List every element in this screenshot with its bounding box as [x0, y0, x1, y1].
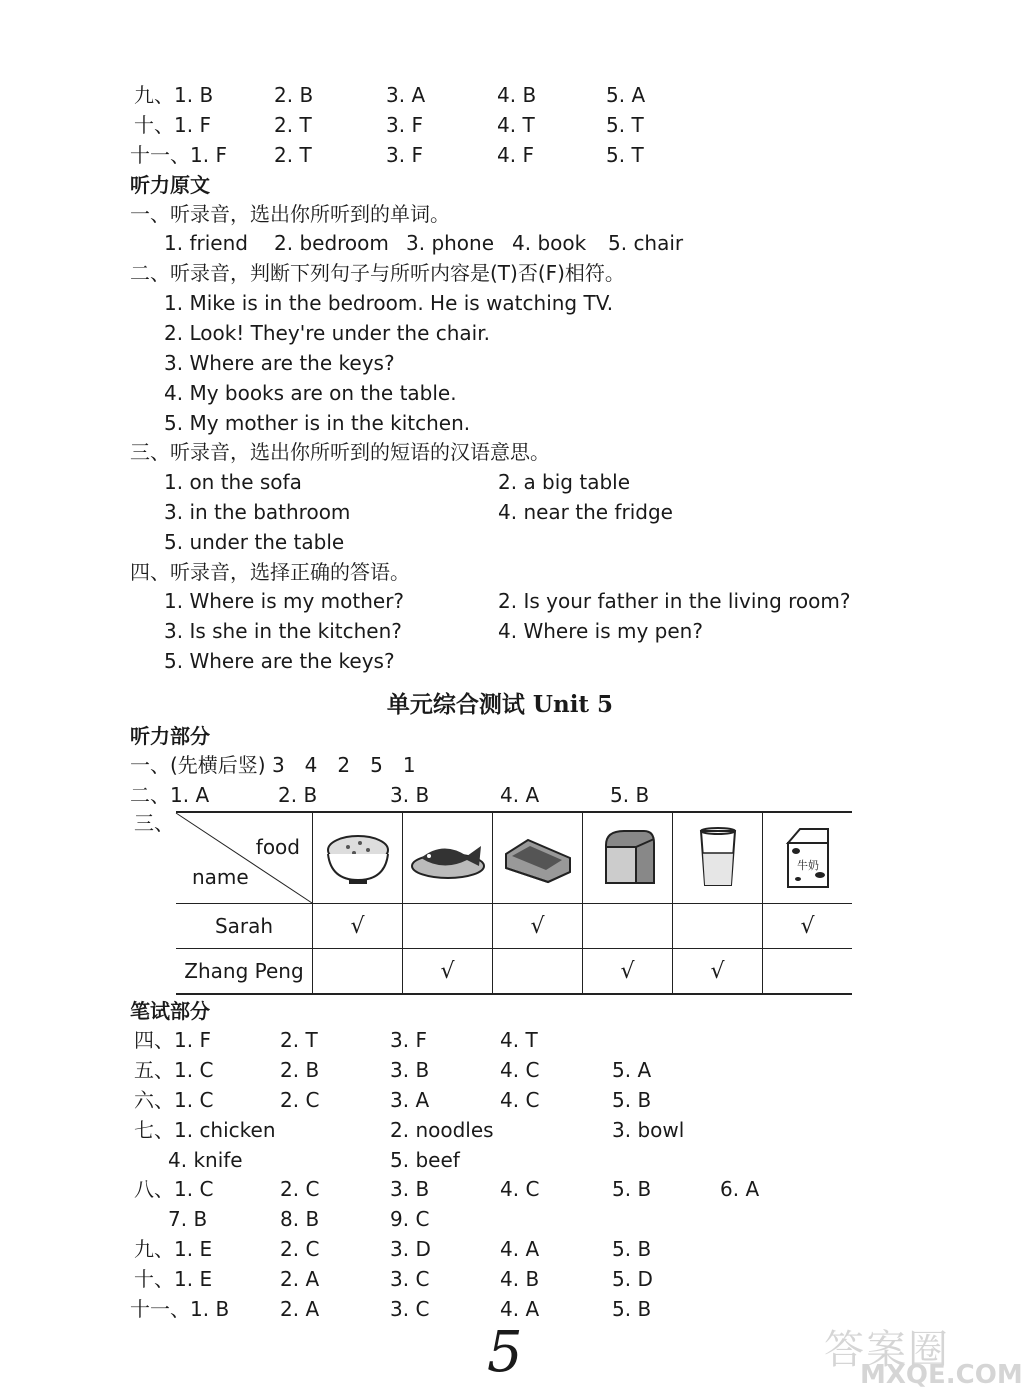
answer-item: 5. B [610, 783, 650, 807]
answer-label: 十、1. E [134, 1267, 213, 1291]
answer-item: 5. T [606, 143, 644, 167]
answer-label: 四、1. F [134, 1028, 211, 1052]
written-part-heading: 笔试部分 [130, 999, 210, 1023]
rice-bowl-icon [321, 828, 395, 888]
answer-item: 9. C [390, 1207, 430, 1231]
answer-label: 九、1. B [134, 83, 214, 107]
answer-item: 2. C [280, 1088, 320, 1112]
corner-food-label: food [255, 835, 300, 859]
answer-item: 3. A [386, 83, 426, 107]
table-row [176, 949, 852, 995]
answer-item: 4. knife [168, 1148, 243, 1172]
answer-item: 2. B [280, 1058, 320, 1082]
answer-item: 2. C [280, 1177, 320, 1201]
answer-item: 8. B [280, 1207, 320, 1231]
answer-label: 九、1. E [134, 1237, 213, 1261]
corner-name-label: name [192, 865, 249, 889]
list-item: 3. in the bathroom [164, 500, 351, 524]
list-item: 2. Look! They're under the chair. [164, 321, 490, 345]
watermark [820, 1318, 1023, 1390]
row-name: Zhang Peng [176, 949, 313, 995]
list-item: 2. Is your father in the living room? [498, 589, 851, 613]
list-item: 4. near the fridge [498, 500, 673, 524]
answer-item: 3. A [390, 1088, 430, 1112]
answer-item: 4. B [500, 1267, 540, 1291]
answer-item: 2. B [278, 783, 318, 807]
answer-item: 5. A [612, 1058, 652, 1082]
answer-item: 4. C [500, 1058, 540, 1082]
answer-label: 七、1. chicken [134, 1118, 276, 1142]
list-item: 1. on the sofa [164, 470, 302, 494]
water-glass-icon [695, 825, 741, 891]
row-name: Sarah [176, 904, 313, 949]
milk-carton-label: 牛奶 [796, 859, 819, 872]
answer-q3-label: 三、 [134, 811, 174, 835]
watermark-text: 答案圈 [824, 1327, 950, 1373]
list-item: 4. book [512, 231, 587, 255]
answer-item: 3. B [390, 1058, 430, 1082]
answer-item: 3. F [386, 143, 423, 167]
beef-meat-icon [498, 830, 578, 886]
list-item: 1. Where is my mother? [164, 589, 405, 613]
answer-label: 十一、1. B [130, 1297, 230, 1321]
section-title: 二、听录音，判断下列句子与所听内容是(T)否(F)相符。 [130, 261, 625, 285]
section-title: 三、听录音，选出你所听到的短语的汉语意思。 [130, 440, 550, 464]
check-mark: √ [710, 958, 725, 984]
answer-item: 4. T [500, 1028, 538, 1052]
check-mark: √ [620, 958, 635, 984]
answer-item: 2. T [274, 113, 312, 137]
unit-title: 单元综合测试 Unit 5 [386, 691, 614, 718]
answer-label: 五、1. C [134, 1058, 214, 1082]
answer-label: 八、1. C [134, 1177, 214, 1201]
answer-label: 十、1. F [134, 113, 211, 137]
list-item: 4. My books are on the table. [164, 381, 457, 405]
answer-item: 4. F [497, 143, 534, 167]
answer-item: 5. beef [390, 1148, 460, 1172]
answer-item: 5. A [606, 83, 646, 107]
answer-item: 4. A [500, 1237, 540, 1261]
section-title: 四、听录音，选择正确的答语。 [130, 560, 410, 584]
answer-item: 3. B [390, 783, 430, 807]
answer-label: 六、1. C [134, 1088, 214, 1112]
list-item: 5. Where are the keys? [164, 649, 395, 673]
listening-script-heading: 听力原文 [130, 173, 210, 197]
watermark-url: MXQE.COM [860, 1360, 1023, 1390]
list-item: 5. chair [608, 231, 684, 255]
answer-item: 5. B [612, 1297, 652, 1321]
check-mark: √ [530, 913, 545, 939]
answer-item: 2. noodles [390, 1118, 494, 1142]
list-item: 5. under the table [164, 530, 345, 554]
list-item: 3. phone [406, 231, 495, 255]
answer-q1: 一、(先横后竖) 3 4 2 5 1 [130, 753, 416, 777]
milk-carton-icon [780, 825, 836, 891]
answer-item: 2. C [280, 1237, 320, 1261]
check-mark: √ [440, 958, 455, 984]
answer-item: 4. T [497, 113, 535, 137]
answer-item: 7. B [168, 1207, 208, 1231]
answer-item: 4. A [500, 783, 540, 807]
list-item: 3. Is she in the kitchen? [164, 619, 402, 643]
page-number: 5 [487, 1320, 523, 1385]
answer-label: 十一、1. F [130, 143, 227, 167]
answer-item: 4. C [500, 1088, 540, 1112]
answer-item: 5. B [612, 1237, 652, 1261]
bread-loaf-icon [596, 825, 660, 891]
list-item: 1. friend [164, 231, 248, 255]
answer-item: 3. F [386, 113, 423, 137]
answer-item: 6. A [720, 1177, 760, 1201]
fish-dish-icon [407, 830, 489, 886]
check-mark: √ [800, 913, 815, 939]
answer-item: 3. F [390, 1028, 427, 1052]
answer-item: 2. T [274, 143, 312, 167]
answer-item: 2. A [280, 1267, 320, 1291]
answer-item: 3. B [390, 1177, 430, 1201]
answer-item: 2. A [280, 1297, 320, 1321]
answer-item: 4. B [497, 83, 537, 107]
listening-part-heading: 听力部分 [130, 724, 210, 748]
list-item: 4. Where is my pen? [498, 619, 703, 643]
answer-item: 3. C [390, 1267, 430, 1291]
list-item: 2. bedroom [274, 231, 389, 255]
list-item: 3. Where are the keys? [164, 351, 395, 375]
table-row [176, 904, 852, 949]
section-title: 一、听录音，选出你所听到的单词。 [130, 202, 450, 226]
check-mark: √ [350, 913, 365, 939]
answer-item: 3. C [390, 1297, 430, 1321]
list-item: 1. Mike is in the bedroom. He is watching TV. [164, 291, 614, 315]
answer-item: 3. bowl [612, 1118, 685, 1142]
answer-item: 5. B [612, 1177, 652, 1201]
list-item: 5. My mother is in the kitchen. [164, 411, 471, 435]
answer-item: 5. D [612, 1267, 653, 1291]
answer-item: 5. T [606, 113, 644, 137]
list-item: 2. a big table [498, 470, 631, 494]
table-corner [176, 812, 313, 904]
answer-item: 3. D [390, 1237, 431, 1261]
food-table [176, 811, 852, 995]
answer-item: 2. B [274, 83, 314, 107]
answer-item: 5. B [612, 1088, 652, 1112]
answer-item: 4. C [500, 1177, 540, 1201]
answer-item: 4. A [500, 1297, 540, 1321]
answer-label: 二、1. A [130, 783, 210, 807]
answer-item: 2. T [280, 1028, 318, 1052]
